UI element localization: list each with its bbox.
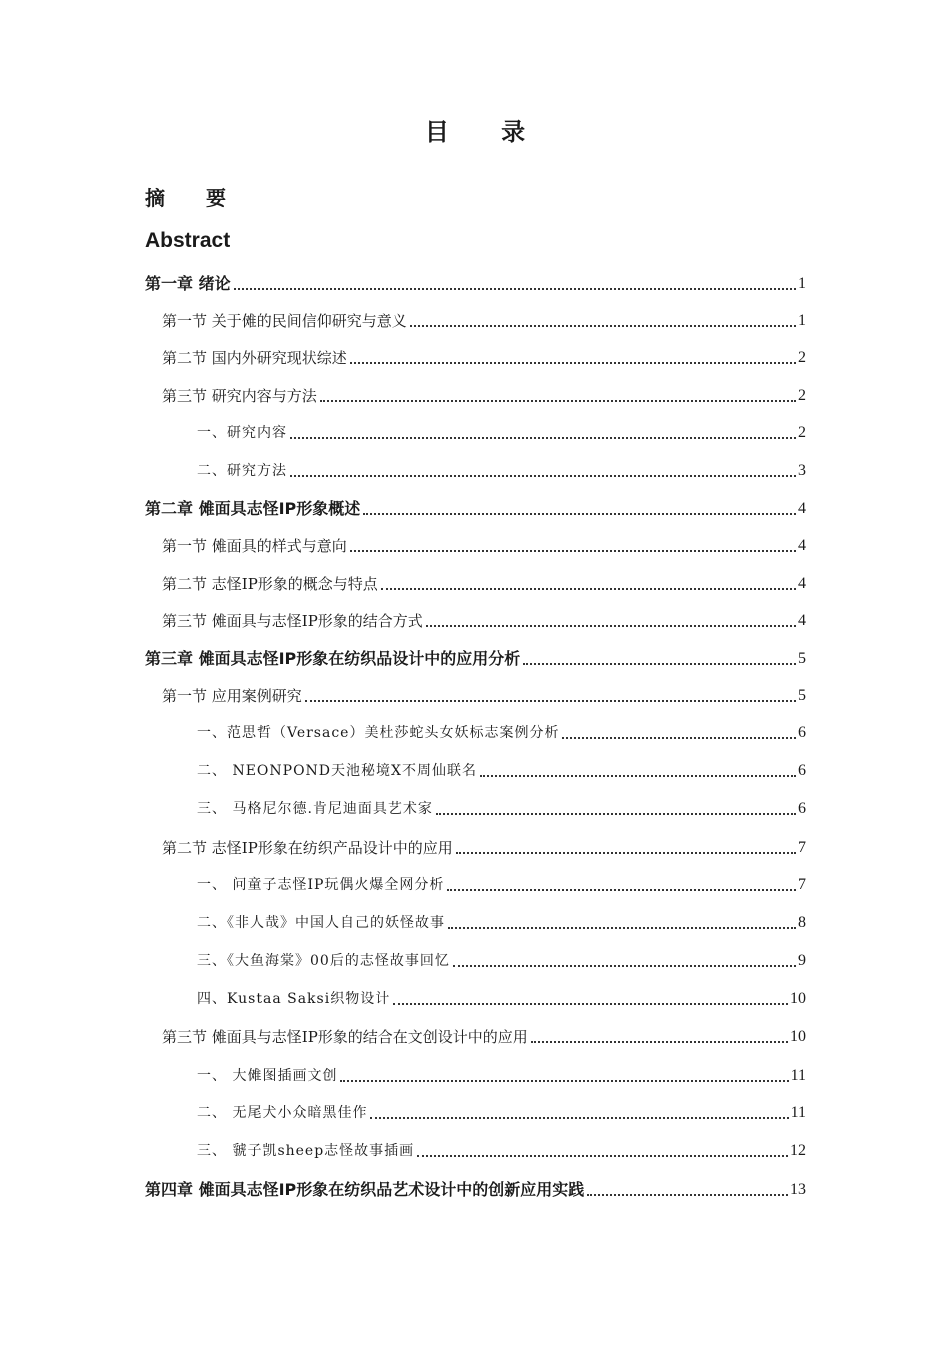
toc-entry-label: 二、研究方法 bbox=[197, 463, 287, 479]
toc-entry-page: 11 bbox=[790, 1067, 806, 1084]
toc-entry-label: 第三章 傩面具志怪IP形象在纺织品设计中的应用分析 bbox=[145, 649, 521, 668]
dot-leader bbox=[234, 288, 796, 290]
toc-entry-page: 10 bbox=[790, 990, 806, 1007]
toc-abstract-cn[interactable]: 摘 要 bbox=[145, 186, 243, 210]
dot-leader bbox=[531, 1041, 788, 1043]
toc-entry-page: 4 bbox=[798, 500, 806, 517]
toc-entry-page: 4 bbox=[798, 575, 806, 592]
toc-entry-label: 第三节 研究内容与方法 bbox=[162, 387, 317, 405]
toc-entry-page: 1 bbox=[798, 312, 806, 329]
dot-leader bbox=[290, 437, 796, 439]
toc-entry-label: 第一节 傩面具的样式与意向 bbox=[162, 537, 347, 555]
toc-entry-label: 一、 问童子志怪IP玩偶火爆全网分析 bbox=[197, 877, 445, 893]
dot-leader bbox=[453, 965, 796, 967]
toc-entry-label: 四、Kustaa Saksi织物设计 bbox=[197, 991, 391, 1007]
toc-entry-section[interactable] bbox=[162, 684, 806, 708]
page-title: 目 录 bbox=[424, 118, 548, 146]
dot-leader bbox=[523, 663, 796, 665]
dot-leader bbox=[350, 362, 796, 364]
dot-leader bbox=[456, 852, 796, 854]
toc-entry-label: 第四章 傩面具志怪IP形象在纺织品艺术设计中的创新应用实践 bbox=[145, 1180, 585, 1199]
dot-leader bbox=[587, 1194, 788, 1196]
toc-entry-label: 三、《大鱼海棠》00后的志怪故事回忆 bbox=[197, 953, 450, 969]
toc-entry-section[interactable] bbox=[162, 534, 806, 558]
toc-entry-label: 第二节 志怪IP形象在纺织产品设计中的应用 bbox=[162, 839, 453, 857]
dot-leader bbox=[370, 1117, 788, 1119]
toc-entry-page: 4 bbox=[798, 612, 806, 629]
toc-entry-subsection[interactable] bbox=[197, 949, 806, 973]
toc-entry-page: 2 bbox=[798, 424, 806, 441]
toc-entry-subsection[interactable] bbox=[197, 759, 806, 783]
dot-leader bbox=[447, 889, 796, 891]
dot-leader bbox=[393, 1003, 788, 1005]
toc-entry-page: 2 bbox=[798, 387, 806, 404]
dot-leader bbox=[562, 737, 796, 739]
toc-entry-section[interactable] bbox=[162, 309, 806, 333]
dot-leader bbox=[381, 588, 796, 590]
toc-entry-section[interactable] bbox=[162, 572, 806, 596]
toc-entry-page: 5 bbox=[798, 650, 806, 667]
toc-entry-page: 4 bbox=[798, 537, 806, 554]
toc-entry-subsection[interactable] bbox=[197, 1139, 806, 1163]
toc-entry-label: 第三节 傩面具与志怪IP形象的结合方式 bbox=[162, 612, 423, 630]
toc-entry-page: 1 bbox=[798, 275, 806, 292]
toc-entry-subsection[interactable] bbox=[197, 873, 806, 897]
toc-entry-section[interactable] bbox=[162, 346, 806, 370]
toc-entry-section[interactable] bbox=[162, 609, 806, 633]
dot-leader bbox=[350, 550, 796, 552]
toc-entry-chapter[interactable] bbox=[145, 272, 806, 296]
toc-entry-page: 2 bbox=[798, 349, 806, 366]
toc-entry-label: 第三节 傩面具与志怪IP形象的结合在文创设计中的应用 bbox=[162, 1028, 528, 1046]
toc-entry-subsection[interactable] bbox=[197, 1101, 806, 1125]
toc-entry-page: 9 bbox=[798, 952, 806, 969]
dot-leader bbox=[480, 775, 796, 777]
toc-entry-page: 13 bbox=[790, 1181, 806, 1198]
toc-entry-label: 一、 大傩图插画文创 bbox=[197, 1068, 338, 1084]
toc-entry-label: 第二节 国内外研究现状综述 bbox=[162, 349, 347, 367]
toc-entry-subsection[interactable] bbox=[197, 911, 806, 935]
toc-entry-label: 二、 无尾犬小众暗黑佳作 bbox=[197, 1105, 368, 1121]
toc-entry-label: 第一节 关于傩的民间信仰研究与意义 bbox=[162, 312, 407, 330]
toc-entry-page: 8 bbox=[798, 914, 806, 931]
toc-entry-label: 三、 马格尼尔德.肯尼迪面具艺术家 bbox=[197, 801, 433, 817]
toc-entry-page: 12 bbox=[790, 1142, 806, 1159]
dot-leader bbox=[340, 1080, 788, 1082]
toc-entry-label: 第一章 绪论 bbox=[145, 274, 231, 293]
toc-abstract-en[interactable]: Abstract bbox=[145, 229, 231, 252]
toc-entry-page: 11 bbox=[790, 1104, 806, 1121]
dot-leader bbox=[290, 475, 796, 477]
toc-entry-subsection[interactable] bbox=[197, 1064, 806, 1088]
dot-leader bbox=[448, 927, 796, 929]
toc-entry-label: 一、研究内容 bbox=[197, 425, 287, 441]
toc-entry-page: 6 bbox=[798, 800, 806, 817]
dot-leader bbox=[363, 513, 796, 515]
toc-entry-section[interactable] bbox=[162, 1025, 806, 1049]
toc-entry-label: 一、范思哲（Versace）美杜莎蛇头女妖标志案例分析 bbox=[197, 725, 560, 741]
toc-entry-page: 5 bbox=[798, 687, 806, 704]
toc-entry-section[interactable] bbox=[162, 836, 806, 860]
toc-entry-label: 第一节 应用案例研究 bbox=[162, 687, 302, 705]
dot-leader bbox=[320, 400, 796, 402]
toc-entry-label: 三、 虢子凯sheep志怪故事插画 bbox=[197, 1143, 415, 1159]
dot-leader bbox=[410, 325, 796, 327]
toc-entry-subsection[interactable] bbox=[197, 987, 806, 1011]
toc-entry-page: 10 bbox=[790, 1028, 806, 1045]
toc-entry-chapter[interactable] bbox=[145, 647, 806, 671]
toc-entry-label: 第二节 志怪IP形象的概念与特点 bbox=[162, 575, 378, 593]
dot-leader bbox=[417, 1155, 788, 1157]
toc-entry-page: 7 bbox=[798, 876, 806, 893]
toc-entry-page: 3 bbox=[798, 462, 806, 479]
toc-entry-page: 6 bbox=[798, 762, 806, 779]
toc-entry-page: 7 bbox=[798, 839, 806, 856]
toc-entry-page: 6 bbox=[798, 724, 806, 741]
toc-entry-label: 二、 NEONPOND天池秘境X不周仙联名 bbox=[197, 763, 477, 779]
toc-entry-subsection[interactable] bbox=[197, 421, 806, 445]
toc-entry-subsection[interactable] bbox=[197, 459, 806, 483]
toc-entry-section[interactable] bbox=[162, 384, 806, 408]
dot-leader bbox=[305, 700, 796, 702]
toc-entry-label: 第二章 傩面具志怪IP形象概述 bbox=[145, 499, 361, 518]
toc-entry-chapter[interactable] bbox=[145, 1178, 806, 1202]
toc-entry-subsection[interactable] bbox=[197, 721, 806, 745]
dot-leader bbox=[426, 625, 796, 627]
toc-entry-chapter[interactable] bbox=[145, 497, 806, 521]
toc-entry-subsection[interactable] bbox=[197, 797, 806, 821]
dot-leader bbox=[436, 813, 796, 815]
toc-entry-label: 二、《非人哉》中国人自己的妖怪故事 bbox=[197, 915, 445, 931]
